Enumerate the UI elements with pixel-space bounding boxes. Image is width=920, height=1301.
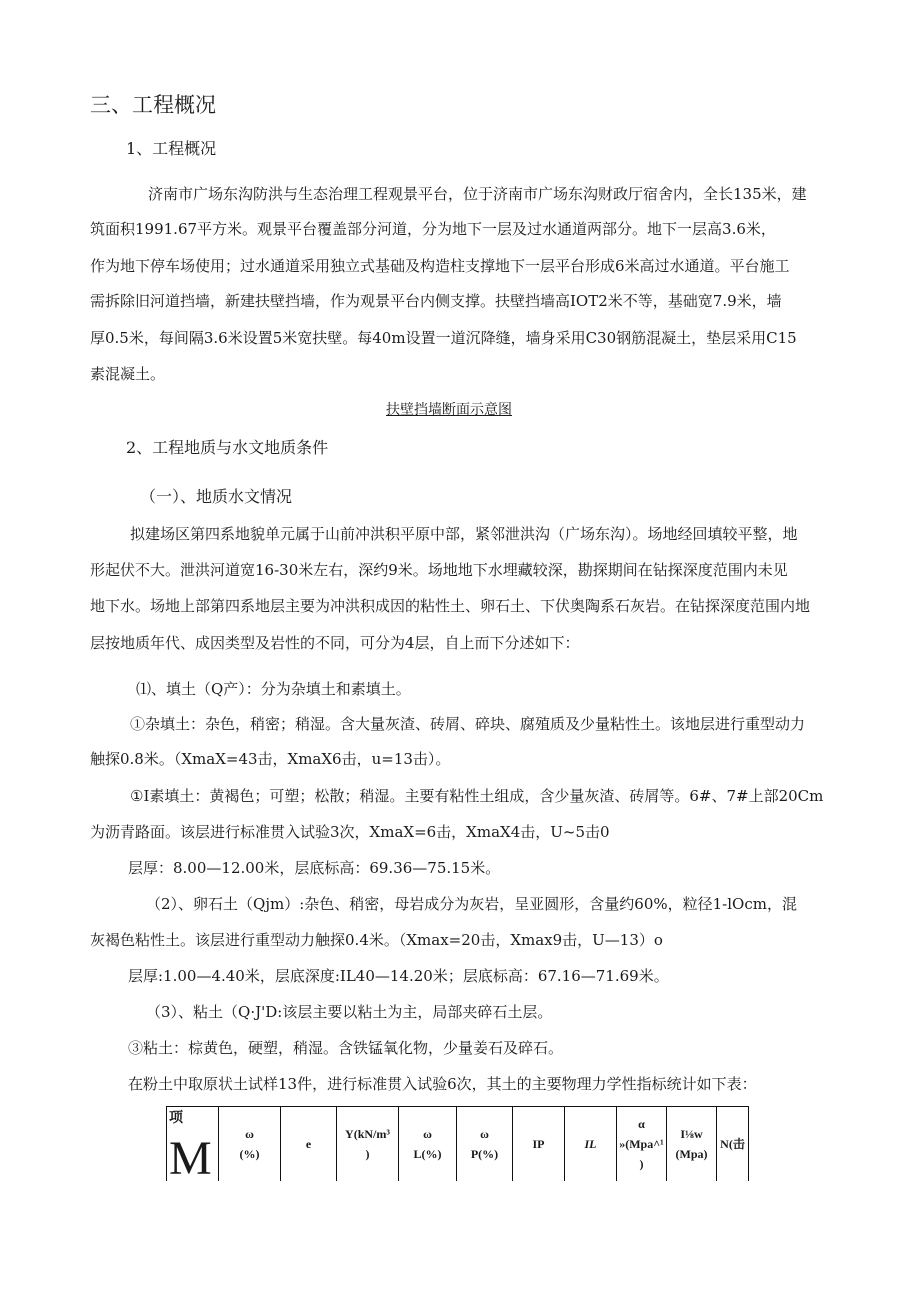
clay-description: ③粘土：棕黄色，硬塑，稍湿。含铁锰氧化物，少量姜石及碎石。	[128, 1039, 564, 1057]
paragraph-line: 济南市广场东沟防洪与生态治理工程观景平台，位于济南市广场东沟财政厅宿舍内，全长135米，建	[148, 185, 807, 203]
paragraph-line: 作为地下停车场使用；过水通道采用独立式基础及构造柱支撑地下一层平台形成6米高过水通道。平台施工	[90, 257, 790, 275]
paragraph-line: 拟建场区第四系地貌单元属于山前冲洪积平原中部，紧邻泄洪沟（广场东沟）。场地经回填较平整，地	[130, 525, 798, 543]
header-cell-liquidity-index	[565, 1107, 617, 1182]
header-line: ω	[423, 1127, 432, 1141]
header-cell-plasticity-index	[513, 1107, 565, 1182]
header-cell-modulus	[667, 1107, 717, 1182]
header-line: Y(kN/m³	[345, 1127, 390, 1141]
header-line: L(%)	[413, 1147, 442, 1161]
header-cell-unit-weight	[337, 1107, 399, 1182]
header-item-big-letter: M	[169, 1132, 212, 1185]
table-header-row	[167, 1107, 749, 1182]
layer-1-fill: ⑴、填土（Q产）：分为杂填土和素填土。	[136, 680, 411, 698]
header-line: IL	[584, 1137, 597, 1151]
header-item-label: 项	[169, 1111, 183, 1126]
header-line: »(Mpa^¹	[619, 1137, 664, 1151]
plain-fill-line: ①I素填土：黄褐色；可塑；松散；稍湿。主要有粘性土组成，含少量灰渣、砖屑等。6#、7#上部20Cm	[130, 787, 824, 805]
header-line: ω	[245, 1127, 254, 1141]
header-cell-void-ratio	[281, 1107, 337, 1182]
paragraph-line: 素混凝土。	[90, 365, 166, 383]
header-cell-plastic-limit	[457, 1107, 513, 1182]
layer-2-pebble-line: （2）、卵石土（Qjm）:杂色、稍密，母岩成分为灰岩，呈亚圆形，含量约60%，粒径1-lOcm，混	[146, 895, 797, 913]
paragraph-line: 形起伏不大。泄洪河道宽16-30米左右，深约9米。场地地下水埋藏较深，勘探期间在钻探深度范围内未见	[90, 561, 788, 579]
header-line: P(%)	[470, 1147, 499, 1161]
header-line: )	[365, 1147, 370, 1161]
header-line: (%)	[239, 1147, 260, 1161]
paragraph-line: 地下水。场地上部第四系地层主要为冲洪积成因的粘性土、卵石土、下伏奥陶系石灰岩。在钻探深度范围内地	[90, 597, 811, 615]
header-line: I⅛w	[680, 1127, 703, 1141]
heading-geology: 2、工程地质与水文地质条件	[126, 438, 329, 457]
miscellaneous-fill-line: ①杂填土：杂色，稍密；稍湿。含大量灰渣、砖屑、碎块、腐殖质及少量粘性土。该地层进行重型动力	[130, 715, 806, 733]
header-cell-compressibility	[617, 1107, 667, 1182]
section-title: 三、工程概况	[90, 93, 216, 117]
header-cell-item	[167, 1107, 219, 1185]
miscellaneous-fill-line: 触探0.8米。（XmaX=43击，XmaX6击，u=13击）。	[90, 750, 451, 768]
paragraph-line: 厚0.5米，每间隔3.6米设置5米宽扶壁。每40m设置一道沉降缝，墙身采用C30钢筋混凝土，垫层采用C15	[90, 329, 797, 347]
paragraph-line: 筑面积1991.67平方米。观景平台覆盖部分河道，分为地下一层及过水通道两部分。地下一层高3.6米，	[90, 220, 776, 238]
subheading-geology-hydrology: （一）、地质水文情况	[140, 487, 293, 506]
fill-thickness: 层厚：8.00—12.00米，层底标高：69.36—75.15米。	[128, 859, 501, 877]
header-line: N(击	[720, 1137, 745, 1151]
header-line: e	[305, 1137, 312, 1151]
soil-properties-table	[166, 1106, 749, 1185]
header-line: α	[638, 1117, 645, 1131]
figure-caption-link[interactable]: 扶壁挡墙断面示意图	[386, 402, 512, 418]
layer-2-pebble-line: 灰褐色粘性土。该层进行重型动力触探0.4米。（Xmax=20击，Xmax9击，U—13）o	[90, 931, 663, 949]
header-line: )	[639, 1157, 644, 1171]
header-cell-water-content	[219, 1107, 281, 1182]
header-line: IP	[532, 1137, 545, 1151]
layer-2-thickness: 层厚:1.00—4.40米，层底深度:IL40—14.20米；层底标高：67.16—71.69米。	[128, 967, 669, 985]
paragraph-line: 层按地质年代、成因类型及岩性的不同，可分为4层，自上而下分述如下：	[90, 634, 580, 652]
header-cell-blow-count	[717, 1107, 749, 1182]
header-line: ω	[480, 1127, 489, 1141]
table-intro: 在粉土中取原状土试样13件，进行标准贯入试验6次，其土的主要物理力学性指标统计如下表：	[128, 1075, 757, 1093]
header-line: (Mpa)	[675, 1147, 708, 1161]
header-cell-liquid-limit	[399, 1107, 457, 1182]
heading-project-overview: 1、工程概况	[126, 139, 217, 158]
plain-fill-line: 为沥青路面。该层进行标准贯入试验3次，XmaX=6击，XmaX4击，U~5击0	[90, 823, 610, 841]
layer-3-clay: （3）、粘土（Q·J'D:该层主要以粘土为主，局部夹碎石土层。	[146, 1003, 553, 1021]
paragraph-line: 需拆除旧河道挡墙，新建扶壁挡墙，作为观景平台内侧支撑。扶壁挡墙高IOT2米不等，基础宽7.9米，墙	[90, 292, 782, 310]
